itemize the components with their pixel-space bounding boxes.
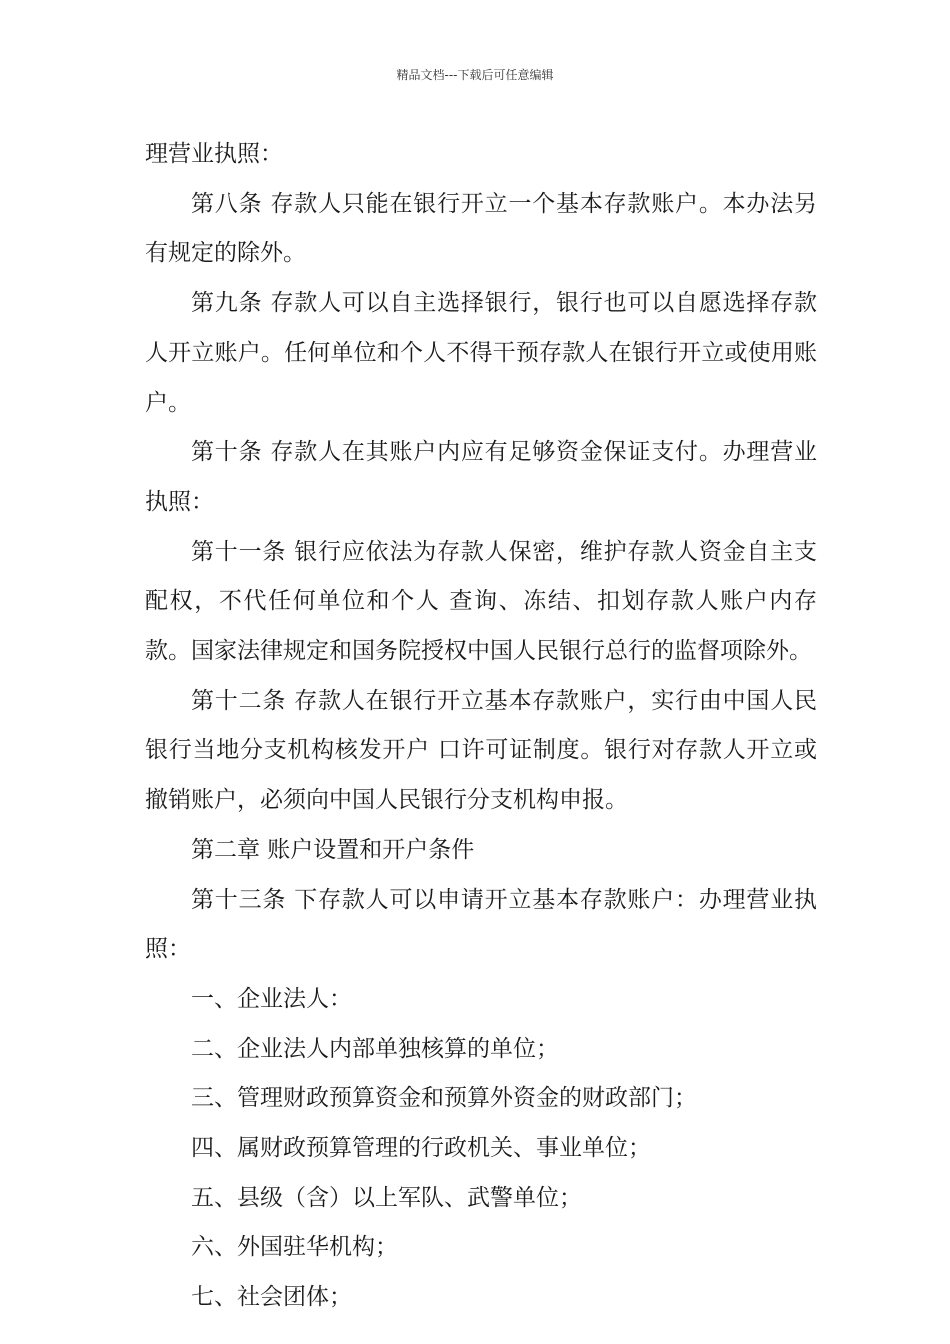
- paragraph-article-10: 第十条 存款人在其账户内应有足够资金保证支付。办理营业执照：: [145, 439, 817, 515]
- paragraph-article-12: 第十二条 存款人在银行开立基本存款账户，实行由中国人民银行当地分支机构核发开户 口许可证制度。银行对存款人开立或撤销账户，必须向中国人民银行分支机构申报。: [145, 687, 817, 814]
- paragraph-article-9: 第九条 存款人可以自主选择银行，银行也可以自愿选择存款人开立账户。任何单位和个人不得干预存款人在银行开立或使用账户。: [145, 290, 817, 416]
- paragraph: 理营业执照：: [145, 141, 283, 167]
- list-item: 六、外国驻华机构；: [191, 1234, 398, 1261]
- paragraph-article-11: 第十一条 银行应依法为存款人保密，维护存款人资金自主支配权，不代任何单位和个人 查询、冻结、扣划存款人账户内存款。国家法律规定和国务院授权中国人民银行总行的监督项除外。: [145, 538, 817, 665]
- list-item: 二、企业法人内部单独核算的单位；: [191, 1035, 559, 1062]
- list-item: 四、属财政预算管理的行政机关、事业单位；: [191, 1135, 651, 1162]
- paragraph-article-8: 第八条 存款人只能在银行开立一个基本存款账户。本办法另有规定的除外。: [145, 190, 817, 267]
- paragraph-article-13: 第十三条 下存款人可以申请开立基本存款账户：办理营业执照：: [145, 886, 817, 963]
- list-item: 三、管理财政预算资金和预算外资金的财政部门；: [191, 1085, 697, 1112]
- page-header: 精品文档---下载后可任意编辑: [396, 68, 554, 82]
- list-item: 一、企业法人：: [191, 985, 352, 1012]
- list-item: 七、社会团体；: [191, 1284, 352, 1311]
- document-body: [145, 130, 817, 1323]
- chapter-heading: 第二章 账户设置和开户条件: [191, 836, 475, 863]
- list-item: 五、县级（含）以上军队、武警单位；: [191, 1184, 582, 1211]
